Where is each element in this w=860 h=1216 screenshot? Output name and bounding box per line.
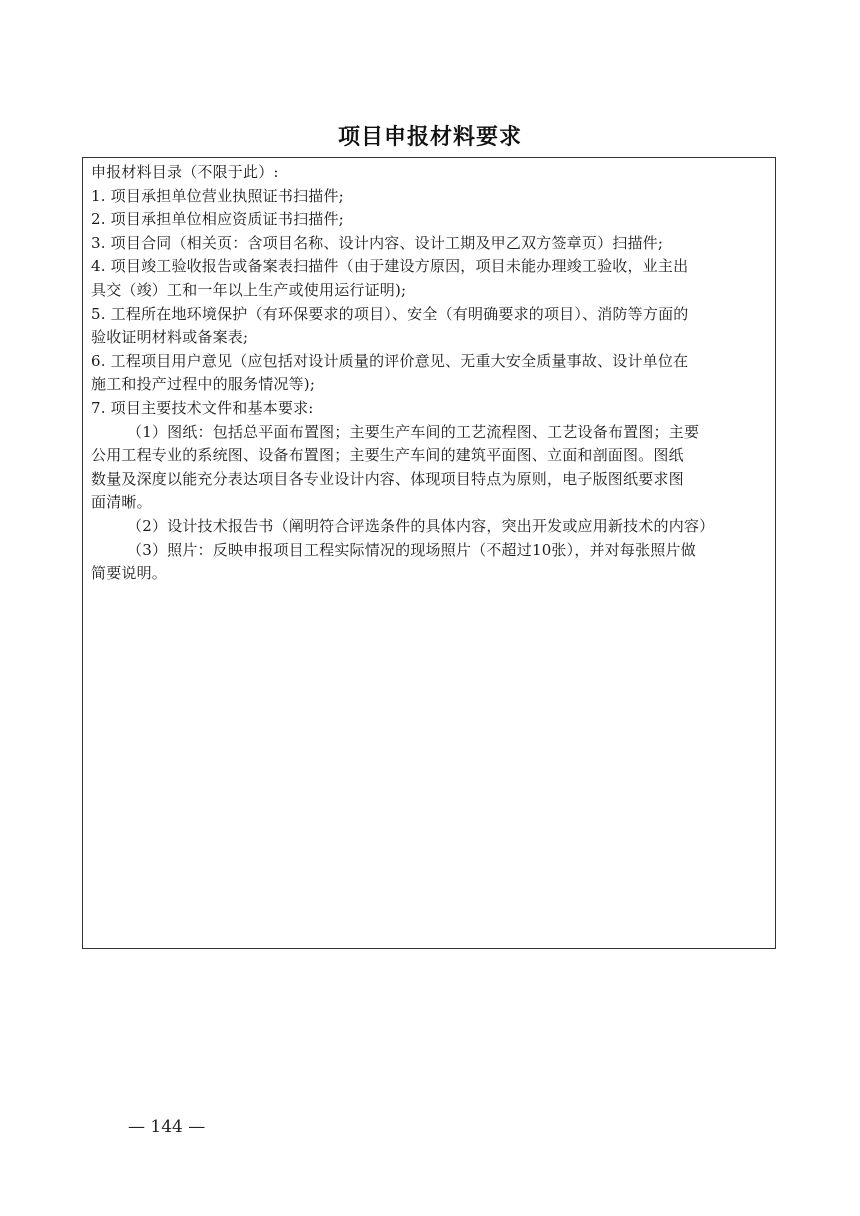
text-line: 1. 项目承担单位营业执照证书扫描件; <box>91 186 344 205</box>
text-line: 简要说明。 <box>91 564 168 583</box>
text-line: 施工和投产过程中的服务情况等); <box>91 375 316 394</box>
text-line: 申报材料目录（不限于此）: <box>91 163 279 181</box>
text-line: 7. 项目主要技术文件和基本要求: <box>91 398 314 417</box>
text-line: 6. 工程项目用户意见（应包括对设计质量的评价意见、无重大安全质量事故、设计单位在 <box>91 351 689 370</box>
page-title: 项目申报材料要求 <box>337 125 522 150</box>
page-number: — 144 — <box>128 1117 206 1137</box>
text-line: 公用工程专业的系统图、设备布置图；主要生产车间的建筑平面图、立面和剖面图。图纸 <box>91 446 684 465</box>
text-line: 数量及深度以能充分表达项目各专业设计内容、体现项目特点为原则，电子版图纸要求图 <box>91 469 684 488</box>
text-line: 验收证明材料或备案表; <box>91 328 249 347</box>
text-line: 5. 工程所在地环境保护（有环保要求的项目）、安全（有明确要求的项目）、消防等方面的 <box>91 304 689 323</box>
text-line: 3. 项目合同（相关页：含项目名称、设计内容、设计工期及甲乙双方签章页）扫描件; <box>91 233 664 252</box>
text-line: 面清晰。 <box>91 493 152 512</box>
text-line: （3）照片：反映申报项目工程实际情况的现场照片（不超过10张），并对每张照片做 <box>127 540 696 559</box>
text-line: 具交（竣）工和一年以上生产或使用运行证明); <box>91 280 407 299</box>
text-line: 2. 项目承担单位相应资质证书扫描件; <box>91 210 344 229</box>
requirements-box <box>82 157 776 949</box>
text-line: （1）图纸：包括总平面布置图；主要生产车间的工艺流程图、工艺设备布置图；主要 <box>127 422 700 441</box>
text-line: 4. 项目竣工验收报告或备案表扫描件（由于建设方原因，项目未能办理竣工验收，业主出 <box>91 257 689 276</box>
text-line: （2）设计技术报告书（阐明符合评选条件的具体内容，突出开发或应用新技术的内容） <box>127 516 715 535</box>
